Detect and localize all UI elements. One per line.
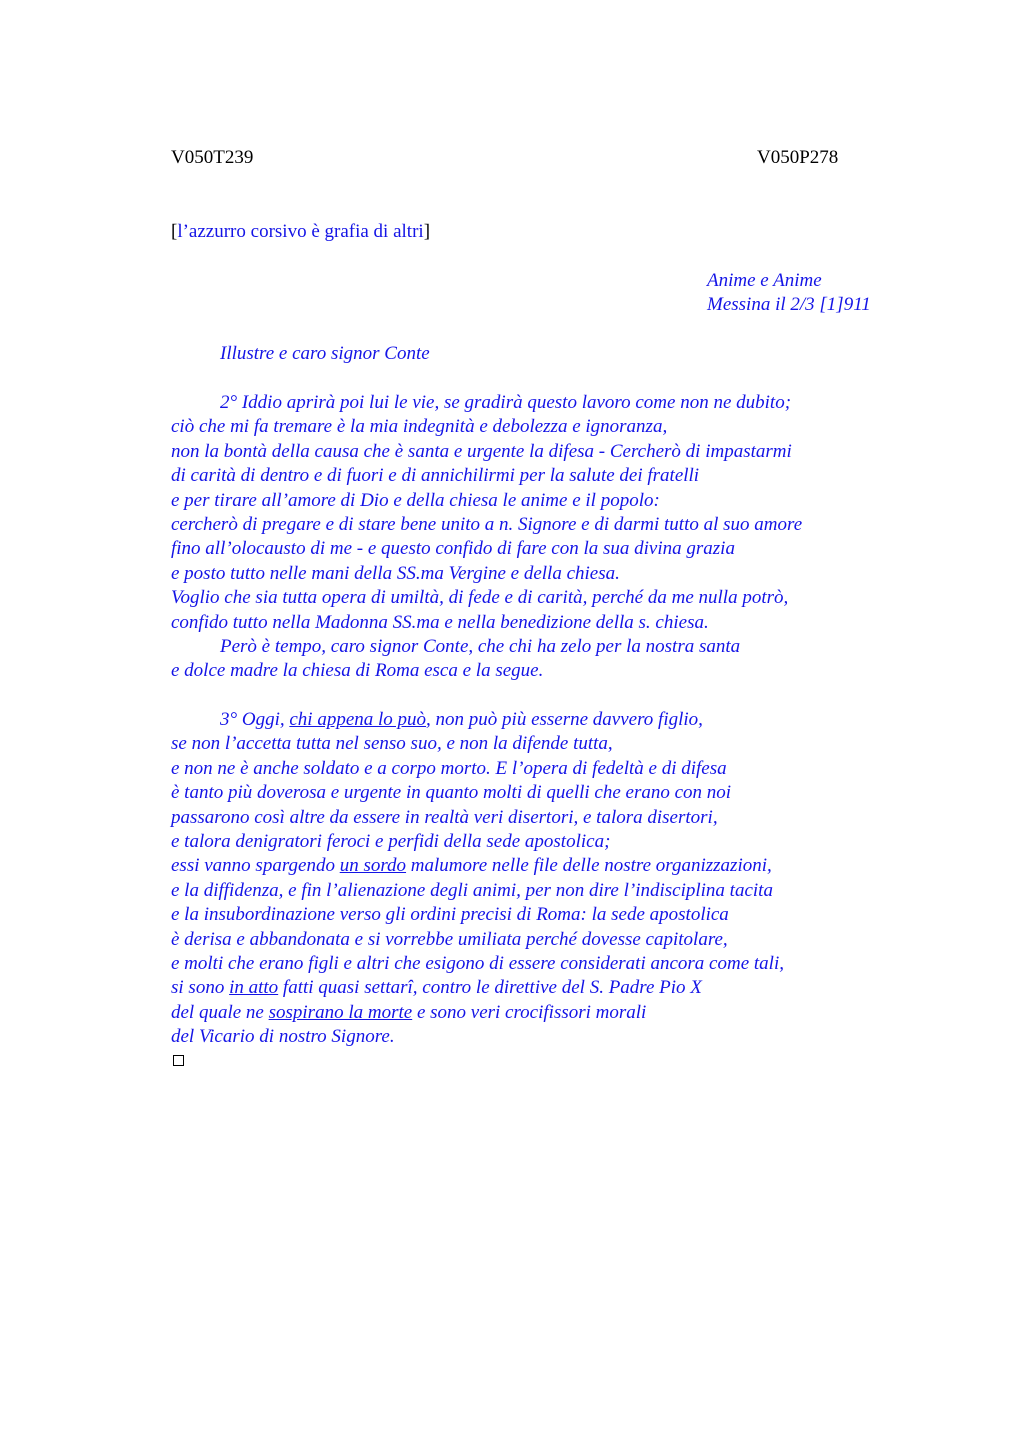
underlined-phrase: in atto bbox=[229, 977, 279, 999]
para3-line: e talora denigratori feroci e perfidi della sede apostolica; bbox=[171, 831, 611, 853]
para3-text: malumore nelle file delle nostre organizzazioni, bbox=[406, 855, 772, 877]
note-bracket-open: [ bbox=[171, 221, 178, 242]
editorial-note bbox=[171, 220, 430, 244]
para2-line: non la bontà della causa che è santa e urgente la difesa - Cercherò di impastarmi bbox=[171, 440, 792, 462]
para3-text: 3° Oggi, bbox=[220, 709, 290, 730]
header-code-right: V050P278 bbox=[757, 147, 839, 168]
para3-text: essi vanno spargendo bbox=[171, 855, 340, 877]
para3-text: del quale ne bbox=[171, 1001, 269, 1023]
para3-line: e molti che erano figli e altri che esigono di essere considerati ancora come tali, bbox=[171, 953, 784, 975]
para3-line bbox=[171, 854, 784, 878]
para3-text: fatti quasi settarî, contro le direttive del S. Padre Pio X bbox=[278, 977, 702, 999]
para2-line: cercherò di pregare e di stare bene unito a n. Signore e di darmi tutto al suo amore bbox=[171, 514, 803, 536]
para3-line: è derisa e abbandonata e si vorrebbe umiliata perché dovesse capitolare, bbox=[171, 928, 728, 950]
para3-text: si sono bbox=[171, 977, 230, 999]
para3-line: passarono così altre da essere in realtà veri disertori, e talora disertori, bbox=[171, 806, 718, 828]
para3-line: e la diffidenza, e fin l’alienazione degli animi, per non dire l’indisciplina tacita bbox=[171, 879, 773, 901]
paragraph-3 bbox=[171, 708, 784, 1050]
underlined-phrase: chi appena lo può bbox=[289, 709, 427, 730]
para3-line: del Vicario di nostro Signore. bbox=[171, 1026, 395, 1048]
para3-line: e la insubordinazione verso gli ordini precisi di Roma: la sede apostolica bbox=[171, 904, 729, 926]
header-code-left: V050T239 bbox=[171, 147, 254, 168]
note-bracket-close: ] bbox=[423, 221, 431, 242]
para3-line: e non ne è anche soldato e a corpo morto. E l’opera di fedeltà e di difesa bbox=[171, 757, 727, 779]
para2-line: 2° Iddio aprirà poi lui le vie, se gradirà questo lavoro come non ne dubito; bbox=[220, 392, 792, 413]
para2-line: di carità di dentro e di fuori e di annichilirmi per la salute dei fratelli bbox=[171, 465, 700, 487]
para2-line: Voglio che sia tutta opera di umiltà, di fede e di carità, perché da me nulla potrò, bbox=[171, 587, 789, 609]
para3-line: se non l’accetta tutta nel senso suo, e non la difende tutta, bbox=[171, 733, 613, 755]
document-title: Anime e Anime bbox=[707, 270, 822, 291]
para2-line: confido tutto nella Madonna SS.ma e nella benedizione della s. chiesa. bbox=[171, 611, 709, 633]
underlined-phrase: sospirano la morte bbox=[268, 1001, 413, 1023]
para2-line: fino all’olocausto di me - e questo confido di fare con la sua divina grazia bbox=[171, 538, 735, 560]
para3-line: è tanto più doverosa e urgente in quanto molti di quelli che erano con noi bbox=[171, 782, 732, 804]
para3-line bbox=[171, 1001, 784, 1025]
para2-line: e per tirare all’amore di Dio e della chiesa le anime e il popolo: bbox=[171, 489, 660, 511]
end-marker-square-icon bbox=[173, 1055, 184, 1066]
para3-line bbox=[171, 976, 784, 1000]
para3-text: e sono veri crocifissori morali bbox=[412, 1001, 647, 1023]
para3-text: , non può più esserne davvero figlio, bbox=[426, 709, 703, 730]
para2-line: e dolce madre la chiesa di Roma esca e la segue. bbox=[171, 660, 544, 682]
salutation: Illustre e caro signor Conte bbox=[220, 343, 430, 364]
underlined-phrase: un sordo bbox=[339, 855, 407, 877]
paragraph-2 bbox=[171, 391, 802, 684]
para2-line: ciò che mi fa tremare è la mia indegnità e debolezza e ignoranza, bbox=[171, 416, 668, 438]
place-date: Messina il 2/3 [1]911 bbox=[707, 294, 871, 315]
para2-line: Però è tempo, caro signor Conte, che chi ha zelo per la nostra santa bbox=[220, 636, 741, 658]
note-text: l’azzurro corsivo è grafia di altri bbox=[177, 221, 424, 242]
para3-line bbox=[171, 708, 784, 732]
para2-line: e posto tutto nelle mani della SS.ma Vergine e della chiesa. bbox=[171, 562, 620, 584]
